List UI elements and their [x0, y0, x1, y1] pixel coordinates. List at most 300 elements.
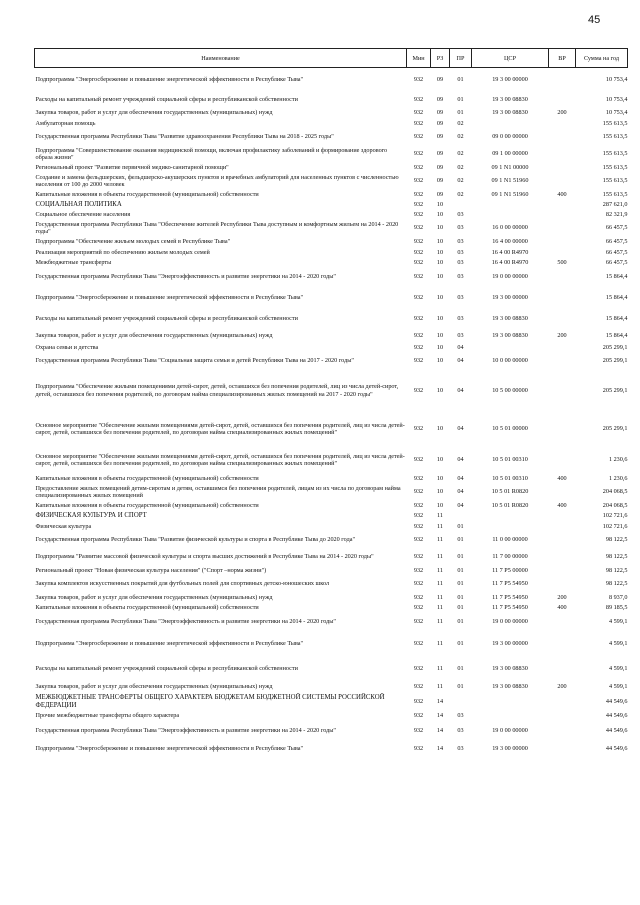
cell-name: Государственная программа Республики Тыва "Энергоэффективность и развитие энергетики на 2014 - 2020 годы" [35, 617, 336, 625]
cell-min: 932 [413, 357, 424, 365]
table-row [35, 613, 628, 631]
cell-min: 932 [413, 727, 424, 735]
cell-min: 932 [413, 177, 424, 185]
cell-csr [472, 693, 549, 711]
cell-csr: 19 3 00 00000 [492, 293, 528, 301]
cell-vr [549, 237, 576, 248]
cell-rz: 11 [437, 580, 443, 588]
cell-min: 932 [413, 697, 424, 705]
cell-vr [549, 613, 576, 631]
cell-vr: 400 [557, 474, 567, 482]
cell-rz: 10 [436, 273, 444, 281]
cell-name: Подпрограмма "Обеспечение жильем молодых семей в Республике Тыва" [35, 238, 231, 246]
table-row [35, 693, 628, 711]
cell-csr: 19 3 00 08830 [492, 664, 528, 672]
cell-sum: 155 613,5 [602, 119, 628, 127]
table-row [35, 576, 628, 593]
cell-min: 932 [413, 119, 424, 127]
cell-name: Расходы на капитальный ремонт учреждений социальной сферы и республиканской собственности [35, 664, 298, 672]
cell-pr: 02 [457, 163, 464, 171]
cell-sum: 15 864,4 [605, 314, 628, 322]
cell-rz: 11 [437, 664, 443, 672]
cell-pr: 03 [457, 331, 464, 339]
cell-sum: 15 864,4 [605, 293, 628, 301]
cell-pr: 01 [457, 639, 464, 647]
table-row [35, 163, 628, 173]
cell-sum: 4 599,1 [608, 664, 628, 672]
cell-min: 932 [413, 150, 424, 158]
table-row [35, 532, 628, 549]
cell-min: 932 [413, 512, 424, 520]
cell-csr: 19 0 00 00000 [492, 727, 528, 735]
cell-pr: 02 [457, 133, 464, 141]
cell-vr: 200 [557, 109, 567, 117]
cell-pr [450, 200, 472, 210]
cell-rz: 09 [436, 95, 444, 103]
header-sum: Сумма на год [576, 49, 628, 68]
cell-min: 932 [413, 314, 424, 322]
cell-pr: 03 [457, 727, 464, 735]
cell-rz: 11 [437, 522, 443, 530]
cell-rz: 10 [436, 456, 444, 464]
cell-pr: 01 [457, 553, 464, 561]
cell-sum: 155 613,5 [602, 190, 628, 198]
cell-sum: 98 122,5 [605, 553, 628, 561]
cell-rz: 14 [436, 697, 444, 705]
cell-pr: 02 [457, 150, 464, 158]
cell-min: 932 [413, 133, 424, 141]
cell-sum: 44 549,6 [605, 712, 628, 720]
cell-csr: 19 0 00 00000 [492, 617, 528, 625]
cell-csr: 10 5 01 00310 [492, 474, 528, 482]
cell-name: Подпрограмма "Совершенствование оказания медицинской помощи, включая профилактику заболеваний и формирование здорового образа жизни" [35, 146, 388, 161]
cell-sum: 44 549,6 [605, 697, 628, 705]
cell-min: 932 [413, 553, 424, 561]
cell-min: 932 [413, 593, 424, 601]
cell-rz: 10 [436, 248, 444, 256]
cell-name: Региональный проект "Новая физическая культура населения" ("Спорт –норма жизни") [35, 566, 267, 574]
cell-csr: 19 3 00 00000 [492, 639, 528, 647]
cell-vr [549, 119, 576, 129]
cell-name: Расходы на капитальный ремонт учреждений социальной сферы и республиканской собственности [35, 314, 298, 322]
cell-pr: 01 [457, 95, 464, 103]
cell-name: Подпрограмма "Обеспечение жилыми помещениями детей-сирот, детей, оставшихся без попечения родителей, лиц из числа детей-сирот, детей, оставшихся без попечения родителей, по договорам найма специализированных жилых помещений на 2017 - 2020 годы" [35, 383, 399, 398]
cell-sum: 155 613,5 [602, 133, 628, 141]
cell-name: Реализация мероприятий по обеспечению жильем молодых семей [35, 248, 210, 256]
cell-min: 932 [413, 163, 424, 171]
cell-pr: 04 [457, 456, 464, 464]
cell-name: Государственная программа Республики Тыва "Энергоэффективность и развитие энергетики на 2014 - 2020 годы" [35, 273, 336, 281]
cell-pr: 01 [457, 76, 464, 84]
cell-vr [549, 693, 576, 711]
cell-rz: 10 [436, 224, 444, 232]
cell-min: 932 [413, 536, 424, 544]
table-row [35, 566, 628, 576]
cell-vr: 400 [557, 190, 567, 198]
cell-csr [472, 119, 549, 129]
table-row [35, 108, 628, 119]
table-row [35, 190, 628, 200]
cell-rz: 10 [436, 488, 444, 496]
cell-vr [549, 722, 576, 741]
cell-rz: 10 [436, 474, 444, 482]
cell-name: МЕЖБЮДЖЕТНЫЕ ТРАНСФЕРТЫ ОБЩЕГО ХАРАКТЕРА БЮДЖЕТАМ БЮДЖЕТНОЙ СИСТЕМЫ РОССИЙСКОЙ ФЕДЕРАЦИИ [35, 694, 385, 709]
cell-sum: 287 621,0 [602, 200, 628, 208]
cell-min: 932 [413, 109, 424, 117]
cell-vr: 200 [557, 682, 567, 690]
header-pr: ПР [450, 49, 472, 68]
table-row [35, 210, 628, 220]
cell-csr: 16 4 00 R4970 [491, 248, 529, 256]
cell-pr: 01 [457, 593, 464, 601]
cell-rz: 10 [436, 357, 444, 365]
cell-csr: 16 0 00 00000 [492, 224, 528, 232]
cell-min: 932 [413, 76, 424, 84]
cell-name: Региональный проект "Развитие первичной медико-санитарной помощи" [35, 163, 229, 171]
cell-csr: 10 5 01 R0820 [491, 501, 529, 509]
cell-vr [549, 657, 576, 681]
cell-rz: 09 [436, 109, 444, 117]
cell-csr: 11 0 00 00000 [492, 536, 528, 544]
table-row [35, 657, 628, 681]
cell-rz: 11 [437, 603, 443, 611]
cell-csr: 09 1 N1 51960 [491, 190, 529, 198]
table-row [35, 501, 628, 511]
cell-vr: 200 [557, 331, 567, 339]
table-row [35, 412, 628, 447]
cell-min: 932 [413, 425, 424, 433]
cell-pr: 03 [457, 712, 464, 720]
cell-csr: 09 1 N1 51960 [491, 177, 529, 185]
cell-pr: 01 [457, 580, 464, 588]
cell-vr [549, 522, 576, 532]
cell-csr: 11 7 P5 00000 [492, 566, 528, 574]
cell-sum: 155 613,5 [602, 177, 628, 185]
cell-vr [549, 711, 576, 722]
cell-name: Государственная программа Республики Тыва "Развитие здравоохранения Республики Тыва на 2018 - 2025 годы" [35, 133, 334, 141]
cell-csr: 11 7 P5 54950 [492, 603, 528, 611]
table-row [35, 370, 628, 412]
cell-pr: 03 [457, 224, 464, 232]
cell-name: ФИЗИЧЕСКАЯ КУЛЬТУРА И СПОРТ [35, 512, 147, 520]
table-row [35, 711, 628, 722]
cell-sum: 8 937,0 [608, 593, 628, 601]
table-row [35, 287, 628, 309]
table-row [35, 92, 628, 108]
cell-vr [549, 549, 576, 566]
cell-min: 932 [413, 331, 424, 339]
cell-min: 932 [413, 682, 424, 690]
cell-sum: 98 122,5 [605, 536, 628, 544]
cell-min: 932 [413, 200, 424, 208]
cell-name: Капитальные вложения в объекты государственной (муниципальной) собственности [35, 474, 259, 482]
cell-min: 932 [413, 580, 424, 588]
cell-min: 932 [413, 210, 424, 218]
cell-csr [472, 210, 549, 220]
cell-sum: 205 299,1 [602, 357, 628, 365]
cell-rz: 10 [436, 314, 444, 322]
cell-sum: 204 068,5 [602, 501, 628, 509]
table-row [35, 681, 628, 693]
cell-rz: 11 [437, 512, 443, 520]
cell-name: Амбулаторная помощь [35, 119, 96, 127]
cell-name: Подпрограмма "Энергосбережение и повышение энергетической эффективности в Республике Тыва" [35, 744, 304, 752]
cell-csr: 10 5 01 00310 [492, 456, 528, 464]
cell-name: Капитальные вложения в объекты государственной (муниципальной) собственности [35, 603, 259, 611]
cell-vr [549, 484, 576, 501]
cell-csr: 19 3 00 00000 [492, 744, 528, 752]
cell-name: Подпрограмма "Энергосбережение и повышение энергетической эффективности в Республике Тыва" [35, 76, 304, 84]
cell-min: 932 [413, 664, 424, 672]
cell-rz: 11 [437, 593, 443, 601]
cell-rz: 09 [436, 190, 444, 198]
cell-name: Предоставление жилых помещений детям-сиротам и детям, оставшимся без попечения родителей, лицам из их числа по договорам найма специализированных жилых помещений [35, 484, 401, 499]
cell-sum: 10 753,4 [605, 109, 628, 117]
cell-pr: 03 [457, 248, 464, 256]
page-number: 45 [588, 14, 601, 26]
cell-csr [472, 711, 549, 722]
cell-pr: 03 [457, 314, 464, 322]
cell-pr: 01 [457, 566, 464, 574]
cell-min: 932 [413, 190, 424, 198]
cell-rz: 11 [437, 566, 443, 574]
cell-rz: 10 [436, 210, 444, 218]
cell-pr: 04 [457, 501, 464, 509]
cell-name: Государственная программа Республики Тыва "Развитие физической культуры и спорта в Республике Тыва до 2020 года" [35, 536, 356, 544]
cell-vr [549, 287, 576, 309]
cell-vr [549, 741, 576, 757]
cell-sum: 66 457,5 [605, 224, 628, 232]
cell-pr: 03 [457, 744, 464, 752]
table-row [35, 68, 628, 92]
cell-sum: 102 721,6 [602, 522, 628, 530]
cell-name: Государственная программа Республики Тыва "Энергоэффективность и развитие энергетики на 2014 - 2020 годы" [35, 727, 336, 735]
table-row [35, 447, 628, 474]
cell-rz: 10 [436, 258, 444, 266]
cell-csr: 19 3 00 08830 [492, 331, 528, 339]
cell-csr: 10 5 01 R0820 [491, 488, 529, 496]
cell-csr [472, 343, 549, 353]
cell-vr: 400 [557, 603, 567, 611]
table-row [35, 129, 628, 146]
table-row [35, 237, 628, 248]
cell-sum: 102 721,6 [602, 512, 628, 520]
cell-min: 932 [413, 456, 424, 464]
cell-sum: 204 068,5 [602, 488, 628, 496]
cell-vr [549, 268, 576, 287]
cell-name: Государственная программа Республики Тыва "Обеспечение жителей Республики Тыва доступным и комфортным жильем на 2014 - 2020 годы" [35, 220, 399, 235]
table-row [35, 119, 628, 129]
cell-vr [549, 210, 576, 220]
cell-sum: 15 864,4 [605, 273, 628, 281]
cell-sum: 98 122,5 [605, 580, 628, 588]
cell-vr: 200 [557, 593, 567, 601]
cell-name: Подпрограмма "Развитие массовой физической культуры и спорта высших достижений в Республике Тыва на 2014 - 2020 годы" [35, 553, 374, 561]
cell-name: Подпрограмма "Энергосбережение и повышение энергетической эффективности в Республике Тыва" [35, 293, 304, 301]
table-row [35, 220, 628, 237]
cell-min: 932 [413, 224, 424, 232]
cell-sum: 82 321,9 [605, 210, 628, 218]
cell-csr [472, 200, 549, 210]
cell-vr [549, 412, 576, 447]
cell-rz: 09 [436, 163, 444, 171]
cell-pr: 04 [457, 343, 464, 351]
cell-pr: 01 [457, 617, 464, 625]
cell-name: Закупка товаров, работ и услуг для обеспечения государственных (муниципальных) нужд [35, 682, 273, 690]
cell-csr: 19 3 00 08830 [492, 95, 528, 103]
cell-vr [549, 631, 576, 657]
cell-rz: 11 [437, 617, 443, 625]
cell-csr: 16 4 00 00000 [492, 238, 528, 246]
cell-name: Закупка товаров, работ и услуг для обеспечения государственных (муниципальных) нужд [35, 593, 273, 601]
cell-sum: 4 599,1 [608, 639, 628, 647]
cell-name: Прочие межбюджетные трансферты общего характера [35, 712, 180, 720]
cell-sum: 155 613,5 [602, 150, 628, 158]
cell-name: СОЦИАЛЬНАЯ ПОЛИТИКА [35, 200, 122, 208]
cell-rz: 11 [437, 553, 443, 561]
table-body [35, 68, 628, 757]
cell-pr: 01 [457, 682, 464, 690]
table-header [35, 49, 628, 68]
cell-vr [549, 248, 576, 258]
table-row [35, 593, 628, 603]
cell-pr: 03 [457, 293, 464, 301]
cell-vr [549, 92, 576, 108]
cell-csr: 10 5 00 00000 [492, 386, 528, 394]
cell-name: Расходы на капитальный ремонт учреждений социальной сферы и республиканской собственности [35, 95, 298, 103]
cell-csr: 11 7 00 00000 [492, 553, 528, 561]
table-row [35, 484, 628, 501]
table-row [35, 329, 628, 343]
cell-name: Капитальные вложения в объекты государственной (муниципальной) собственности [35, 190, 259, 198]
cell-csr: 19 3 00 08830 [492, 314, 528, 322]
cell-csr: 19 0 00 00000 [492, 273, 528, 281]
table-row [35, 146, 628, 163]
cell-csr: 16 4 00 R4970 [491, 258, 529, 266]
cell-csr: 10 0 00 00000 [492, 357, 528, 365]
cell-csr: 11 7 P5 54950 [492, 593, 528, 601]
cell-csr [472, 511, 549, 522]
cell-pr: 02 [457, 119, 464, 127]
table-row [35, 173, 628, 190]
cell-vr: 500 [557, 258, 567, 266]
cell-pr: 02 [457, 190, 464, 198]
cell-vr: 400 [557, 501, 567, 509]
cell-csr: 09 1 00 00000 [492, 150, 528, 158]
table-row [35, 722, 628, 741]
cell-sum: 89 185,5 [605, 603, 628, 611]
cell-min: 932 [413, 488, 424, 496]
cell-csr: 19 3 00 00000 [492, 76, 528, 84]
cell-rz: 14 [436, 744, 444, 752]
cell-name: Социальное обеспечение населения [35, 210, 131, 218]
cell-csr: 19 3 00 08830 [492, 682, 528, 690]
table-row [35, 353, 628, 370]
cell-rz: 10 [436, 343, 444, 351]
cell-min: 932 [413, 95, 424, 103]
cell-min: 932 [413, 343, 424, 351]
cell-vr [549, 353, 576, 370]
cell-vr [549, 146, 576, 163]
cell-rz: 09 [436, 177, 444, 185]
cell-pr: 04 [457, 488, 464, 496]
cell-sum: 1 230,6 [608, 474, 628, 482]
table-row [35, 258, 628, 268]
cell-csr [472, 522, 549, 532]
cell-name: Государственная программа Республики Тыва "Социальная защита семьи и детей Республики Тыва на 2017 - 2020 годы" [35, 357, 354, 365]
cell-min: 932 [413, 744, 424, 752]
table-row [35, 200, 628, 210]
cell-vr [549, 163, 576, 173]
cell-sum: 15 864,4 [605, 331, 628, 339]
table-row [35, 631, 628, 657]
header-name: Наименование [35, 49, 407, 68]
cell-sum: 10 753,4 [605, 95, 628, 103]
table-row [35, 549, 628, 566]
table-row [35, 248, 628, 258]
cell-rz: 10 [436, 501, 444, 509]
cell-min: 932 [413, 712, 424, 720]
cell-vr [549, 566, 576, 576]
cell-vr [549, 220, 576, 237]
cell-name: Охрана семьи и детства [35, 343, 99, 351]
cell-sum: 205 299,1 [602, 386, 628, 394]
cell-pr: 02 [457, 177, 464, 185]
cell-name: Создание и замена фельдшерских, фельдшерско-акушерских пунктов и врачебных амбулаторий для населенных пунктов с численностью населения от 100 до 2000 человек [35, 173, 399, 188]
cell-min: 932 [413, 566, 424, 574]
header-min: Мин [407, 49, 431, 68]
cell-pr [450, 693, 472, 711]
cell-sum: 44 549,6 [605, 727, 628, 735]
cell-sum: 44 549,6 [605, 744, 628, 752]
cell-pr: 01 [457, 522, 464, 530]
cell-name: Закупка комплектов искусственных покрытий для футбольных полей для спортивных детско-юношеских школ [35, 580, 330, 588]
cell-vr [549, 370, 576, 412]
cell-pr: 01 [457, 109, 464, 117]
cell-min: 932 [413, 522, 424, 530]
cell-vr [549, 129, 576, 146]
table-row [35, 741, 628, 757]
cell-vr [549, 343, 576, 353]
cell-sum: 205 299,1 [602, 343, 628, 351]
cell-csr: 19 3 00 08830 [492, 109, 528, 117]
cell-pr: 01 [457, 664, 464, 672]
cell-min: 932 [413, 293, 424, 301]
header-rz: РЗ [431, 49, 450, 68]
cell-sum: 66 457,5 [605, 238, 628, 246]
cell-sum: 205 299,1 [602, 425, 628, 433]
cell-rz: 11 [437, 682, 443, 690]
cell-sum: 1 230,6 [608, 456, 628, 464]
cell-min: 932 [413, 617, 424, 625]
cell-name: Межбюджетные трансферты [35, 258, 112, 266]
cell-name: Основное мероприятие "Обеспечение жилыми помещениями детей-сирот, детей, оставшихся без попечения родителей, лиц из числа детей-сирот, детей, оставшихся без попечения родителей, по договорам найма специализированных жилых помещений" [35, 421, 405, 436]
cell-sum: 155 613,5 [602, 163, 628, 171]
cell-vr [549, 511, 576, 522]
cell-csr: 09 0 00 00000 [492, 133, 528, 141]
table-row [35, 343, 628, 353]
cell-rz: 10 [436, 425, 444, 433]
cell-min: 932 [413, 474, 424, 482]
cell-min: 932 [413, 639, 424, 647]
cell-rz: 14 [436, 727, 444, 735]
cell-min: 932 [413, 386, 424, 394]
cell-min: 932 [413, 273, 424, 281]
cell-csr: 11 7 P5 54950 [492, 580, 528, 588]
cell-rz: 10 [436, 238, 444, 246]
budget-table [34, 48, 628, 757]
cell-rz: 09 [436, 150, 444, 158]
